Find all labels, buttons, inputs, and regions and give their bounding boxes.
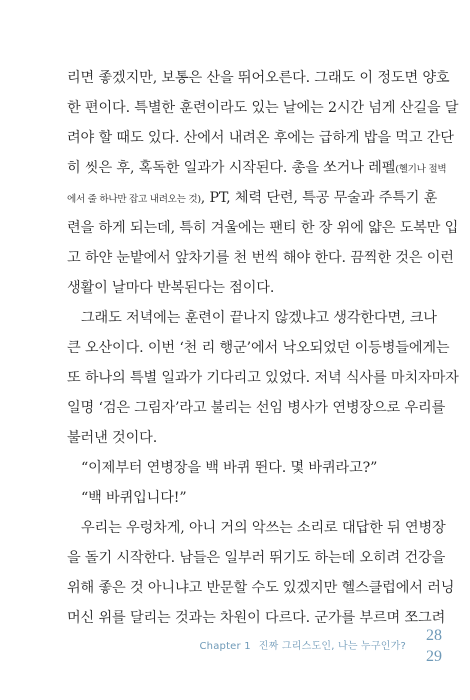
text-line: 려야 할 때도 있다. 산에서 내려온 후에는 급하게 밥을 먹고 간단 [67, 130, 454, 146]
text-line: 을 돌기 시작한다. 남들은 일부러 뛰기도 하는데 오히려 건강을 [67, 550, 446, 566]
page-number-top: 28 [426, 627, 442, 644]
running-footer [199, 637, 406, 652]
text-line: 위해 좋은 것 아니냐고 반문할 수도 있겠지만 헬스클럽에서 러닝 [67, 580, 455, 596]
text-line: 큰 오산이다. 이번 ‘천 리 행군’에서 낙오되었던 이등병들에게는 [67, 340, 450, 356]
text-line: 련을 하게 되는데, 특히 겨울에는 팬티 한 장 위에 얇은 도복만 입 [67, 220, 459, 236]
footnote-inline-end: 에서 줄 하나만 잡고 내려오는 것) [67, 194, 201, 205]
text-line: 에서 줄 하나만 잡고 내려오는 것), PT, 체력 단련, 특공 무술과 주특기 훈 [67, 190, 438, 206]
text-line: “이제부터 연병장을 백 바퀴 뛴다. 몇 바퀴라고?” [81, 460, 378, 476]
chapter-title: 진짜 그리스도인, 나는 누구인가? [258, 641, 406, 652]
text-line: 불러낸 것이다. [67, 430, 158, 446]
text-line: 고 하얀 눈밭에서 앞차기를 천 번씩 해야 한다. 끔찍한 것은 이런 [67, 250, 454, 266]
page-number-bottom: 29 [426, 648, 442, 665]
body-text [67, 63, 459, 633]
text-line: 일명 ‘검은 그림자’라고 불리는 선임 병사가 연병장으로 우리를 [67, 400, 446, 416]
text-line: 히 씻은 후, 혹독한 일과가 시작된다. 총을 쏘거나 레펠(헬기나 절벽 [67, 160, 447, 176]
text-line: 그래도 저녁에는 훈련이 끝나지 않겠냐고 생각한다면, 크나 [81, 310, 437, 326]
text-line: “백 바퀴입니다!” [81, 490, 187, 506]
text-line: 우리는 우렁차게, 아니 거의 악쓰는 소리로 대답한 뒤 연병장 [81, 520, 446, 536]
text-line: 머신 위를 달리는 것과는 차원이 다르다. 군가를 부르며 쪼그려 [67, 610, 446, 626]
text-line: 생활이 날마다 반복된다는 점이다. [67, 280, 275, 296]
text-line: 또 하나의 특별 일과가 기다리고 있었다. 저녁 식사를 마치자마자 [67, 370, 459, 386]
text-line: 리면 좋겠지만, 보통은 산을 뛰어오른다. 그래도 이 정도면 양호 [67, 70, 450, 86]
chapter-label: Chapter 1 [199, 641, 251, 652]
footnote-inline-start: (헬기나 절벽 [395, 164, 447, 175]
text-line: 한 편이다. 특별한 훈련이라도 있는 날에는 2시간 넘게 산길을 달 [67, 100, 459, 116]
